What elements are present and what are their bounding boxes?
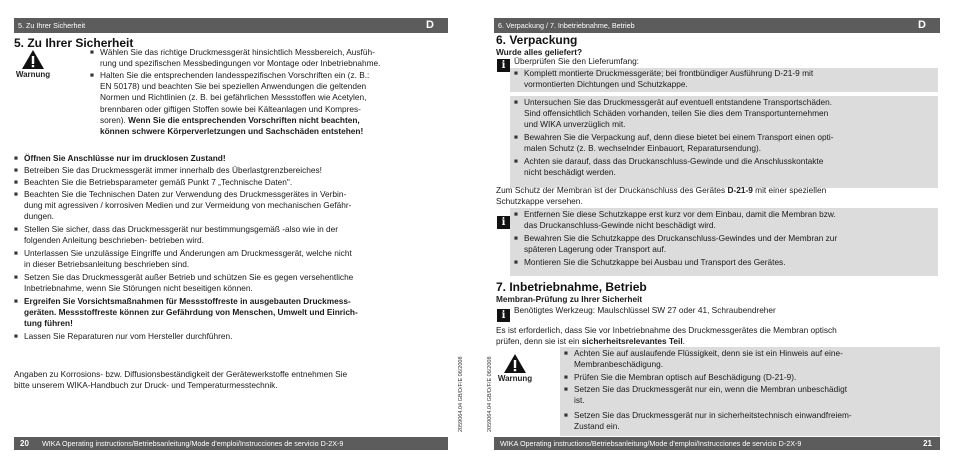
warning-block [14,49,52,80]
text-line: ■ Bewahren Sie die Verpackung auf, denn diese bietet bei einem Transport einen opti- [524,132,834,142]
text-line [100,126,460,137]
text-line: ■ Halten Sie die entsprechenden landesspezifischen Vorschriften ein (z. B.: [100,70,370,80]
bold-text: Wenn Sie die entsprechenden Vorschriften nicht beachten, [128,114,360,125]
text-line: ■ Achten Sie auf auslaufende Flüssigkeit, denn sie ist ein Hinweis auf eine- [574,348,843,358]
bullet-item [14,189,462,223]
text-line: folgenden Anleitung beschrieben- betrieben wird. [24,235,204,246]
subsection-title: Membran-Prüfung zu Ihrer Sicherheit [496,294,643,304]
text-span: Zum Schutz der Membran ist der Druckanschluss des Gerätes [496,185,728,195]
paragraph [14,369,454,391]
text-line: ■ Untersuchen Sie das Druckmessgerät auf eventuell entstandene Transportschäden. [524,97,833,107]
text-line: vormontierten Dichtungen und Schutzkappe. [524,79,688,90]
page-header [494,18,940,33]
text-line: Zustand ein. [574,421,620,432]
text-line: bitte unserem WIKA-Handbuch zur Druck- und Temperaturmesstechnik. [14,380,278,391]
text-line: Es ist erforderlich, dass Sie vor Inbetriebnahme des Druckmessgerätes die Membran optisch [496,325,837,335]
text-line: ■ Ergreifen Sie Vorsichtsmaßnahmen für Messstoffreste in ausgebauten Druckmess- [24,296,351,306]
text-line: das Druckanschluss-Gewinde nicht beschädigt wird. [524,220,716,231]
text-line [100,115,460,126]
text-line: nicht beschädigt werden. [524,167,616,178]
section-title: 6. Verpackung [496,33,578,47]
bullet-item: ■ Lassen Sie Reparaturen nur vom Hersteller durchführen. [14,331,462,342]
text-line: späteren Lagerung oder Transport auf. [524,244,667,255]
page-number: 20 [20,439,29,448]
text-line: ■ Entfernen Sie diese Schutzkappe erst kurz vor dem Einbau, damit die Membran bzw. [524,209,836,219]
bullet-item [514,233,934,255]
text-line: ■ Unterlassen Sie unzulässige Eingriffe und Änderungen am Druckmessgerät, welche nicht [24,248,352,258]
text-line: dung mit agressiven / korrosiven Medien und zur Vermeidung von mechanischen Gefähr- [24,200,352,211]
bullet-item: ■ Betreiben Sie das Druckmessgerät immer innerhalb des Überlastgrenzbereiches! [14,165,462,176]
warning-label: Warnung [15,70,51,79]
text-span: mit einer speziellen [752,185,827,195]
text-line: tung führen! [24,318,73,329]
bullet-item [14,248,462,270]
text-line [496,336,940,347]
text-line: brennbaren oder giftigen Stoffen sowie bei Kälteanlagen und Kompres- [100,103,361,114]
text-span: soren). [100,114,129,125]
bullet-item [14,296,464,330]
warning-triangle-icon [503,353,527,374]
info-text: Benötigtes Werkzeug: Maulschlüssel SW 27 oder 41, Schraubendreher [514,305,776,315]
text-line: Angaben zu Korrosions- bzw. Diffusionsbeständigkeit der Gerätewerkstoffe entnehmen Sie [14,369,348,379]
text-line: ■ Achten sie darauf, dass das Druckanschluss-Gewinde und die Anschlusskontakte [524,156,824,166]
text-line: malen Schutz (z. B. wechselnder Einbauort, Reparatursendung). [524,143,762,154]
text-line: dungen. [24,211,54,222]
text-span: prüfen, denn sie ist ein [496,336,582,347]
document-code: 2059064.04 GB/D/F/E 06/2008 [458,356,464,432]
text-line: Schutzkappe versehen. [496,196,583,207]
bullet-item: ■ Montieren Sie die Schutzkappe bei Ausbau und Transport des Gerätes. [514,257,934,268]
paragraph [496,325,940,347]
footer-text: WIKA Operating instructions/Betriebsanleitung/Mode d'emploi/Instrucciones de servicio D-2X-9 [500,439,802,448]
warning-bullet [90,47,460,69]
left-page [0,0,472,471]
bullet-item: ■ Öffnen Sie Anschlüsse nur im drucklosen Zustand! [14,153,462,164]
page-header [14,18,448,33]
text-line: Membranbeschädigung. [574,359,664,370]
warning-bullet [564,348,938,370]
subsection-title: Wurde alles geliefert? [496,47,583,57]
bullet-item [514,156,934,178]
info-text: Überprüfen Sie den Lieferumfang: [514,56,639,66]
info-icon: i [497,59,510,72]
warning-bullet [564,384,938,406]
text-line: ■ Setzen Sie das Druckmessgerät nur ein, wenn die Membran unbeschädigt [574,384,848,394]
text-line: ist. [574,395,585,406]
bullet-item [514,132,934,154]
section-title: 5. Zu Ihrer Sicherheit [14,36,134,50]
page-footer [14,437,448,450]
bold-text: D-21-9 [727,185,753,195]
text-line: ■ Setzen Sie das Druckmessgerät außer Betrieb und schützen Sie es gegen versehentliche [24,272,354,282]
bullet-item [514,68,934,90]
info-icon: i [497,216,510,229]
text-line: geräten. Messstoffreste können zur Gefährdung von Menschen, Umwelt und Einrich- [24,307,358,318]
page-number: 21 [923,439,932,448]
warning-block [496,353,534,384]
text-line: EN 50178) und beachten Sie bei speziellen Anwendungen die geltenden [100,81,367,92]
warning-label: Warnung [497,374,533,383]
warning-bullet [564,410,938,432]
text-line: ■ Komplett montierte Druckmessgeräte; bei frontbündiger Ausführung D-21-9 mit [524,68,814,78]
page-footer [494,437,940,450]
text-line: ■ Beachten Sie die Technischen Daten zur Verwendung des Druckmessgerätes in Verbin- [24,189,347,199]
text-line: ■ Wählen Sie das richtige Druckmessgerät hinsichtlich Messbereich, Ausfüh- [100,47,375,57]
text-line: ■ Stellen Sie sicher, dass das Druckmessgerät nur bestimmungsgemäß -also wie in der [24,224,339,234]
paragraph [496,185,940,207]
text-line: und WIKA unverzüglich mit. [524,119,626,130]
footer-text: WIKA Operating instructions/Betriebsanleitung/Mode d'emploi/Instrucciones de servicio D-2X-9 [42,439,344,448]
text-line: ■ Bewahren Sie die Schutzkappe des Druckanschluss-Gewindes und der Membran zur [524,233,838,243]
warning-bullet [90,70,460,137]
section-title: 7. Inbetriebnahme, Betrieb [496,280,647,294]
language-badge: D [426,19,434,31]
info-icon: i [497,309,510,322]
text-line [496,185,940,196]
text-line: in dieser Betriebsanleitung beschrieben sind. [24,259,190,270]
text-line: ■ Setzen Sie das Druckmessgerät nur in sicherheitstechnisch einwandfreiem- [574,410,852,420]
right-page [484,0,954,471]
text-span: . [682,336,685,347]
bold-text: sicherheitsrelevantes Teil [581,336,683,347]
text-line: rung und spezifischen Messbedingungen vor Montage oder Inbetriebnahme. [100,58,381,69]
document-code: 2059064.04 GB/D/F/E 06/2008 [487,356,493,432]
bullet-item [514,97,934,131]
bullet-item: ■ Beachten Sie die Betriebsparameter gemäß Punkt 7 „Technische Daten". [14,177,462,188]
bullet-item [514,209,934,231]
bold-text: können schwere Körperverletzungen und Sachschäden entstehen! [100,126,364,137]
bullet-item [14,224,462,246]
language-badge: D [918,19,926,31]
header-title: 6. Verpackung / 7. Inbetriebnahme, Betrieb [498,21,635,30]
text-line: Normen und Richtlinien (z. B. bei gefährlichen Messstoffen wie Acetylen, [100,92,367,103]
warning-bullet: ■ Prüfen Sie die Membran optisch auf Beschädigung (D-21-9). [564,372,938,383]
warning-triangle-icon [21,49,45,70]
text-line: Sind offensichtlich Schäden vorhanden, teilen Sie dies dem Transportunternehmen [524,108,829,119]
header-title: 5. Zu Ihrer Sicherheit [18,21,86,30]
bullet-item [14,272,462,294]
text-line: Inbetriebnahme, wenn Sie Störungen nicht beseitigen können. [24,283,253,294]
